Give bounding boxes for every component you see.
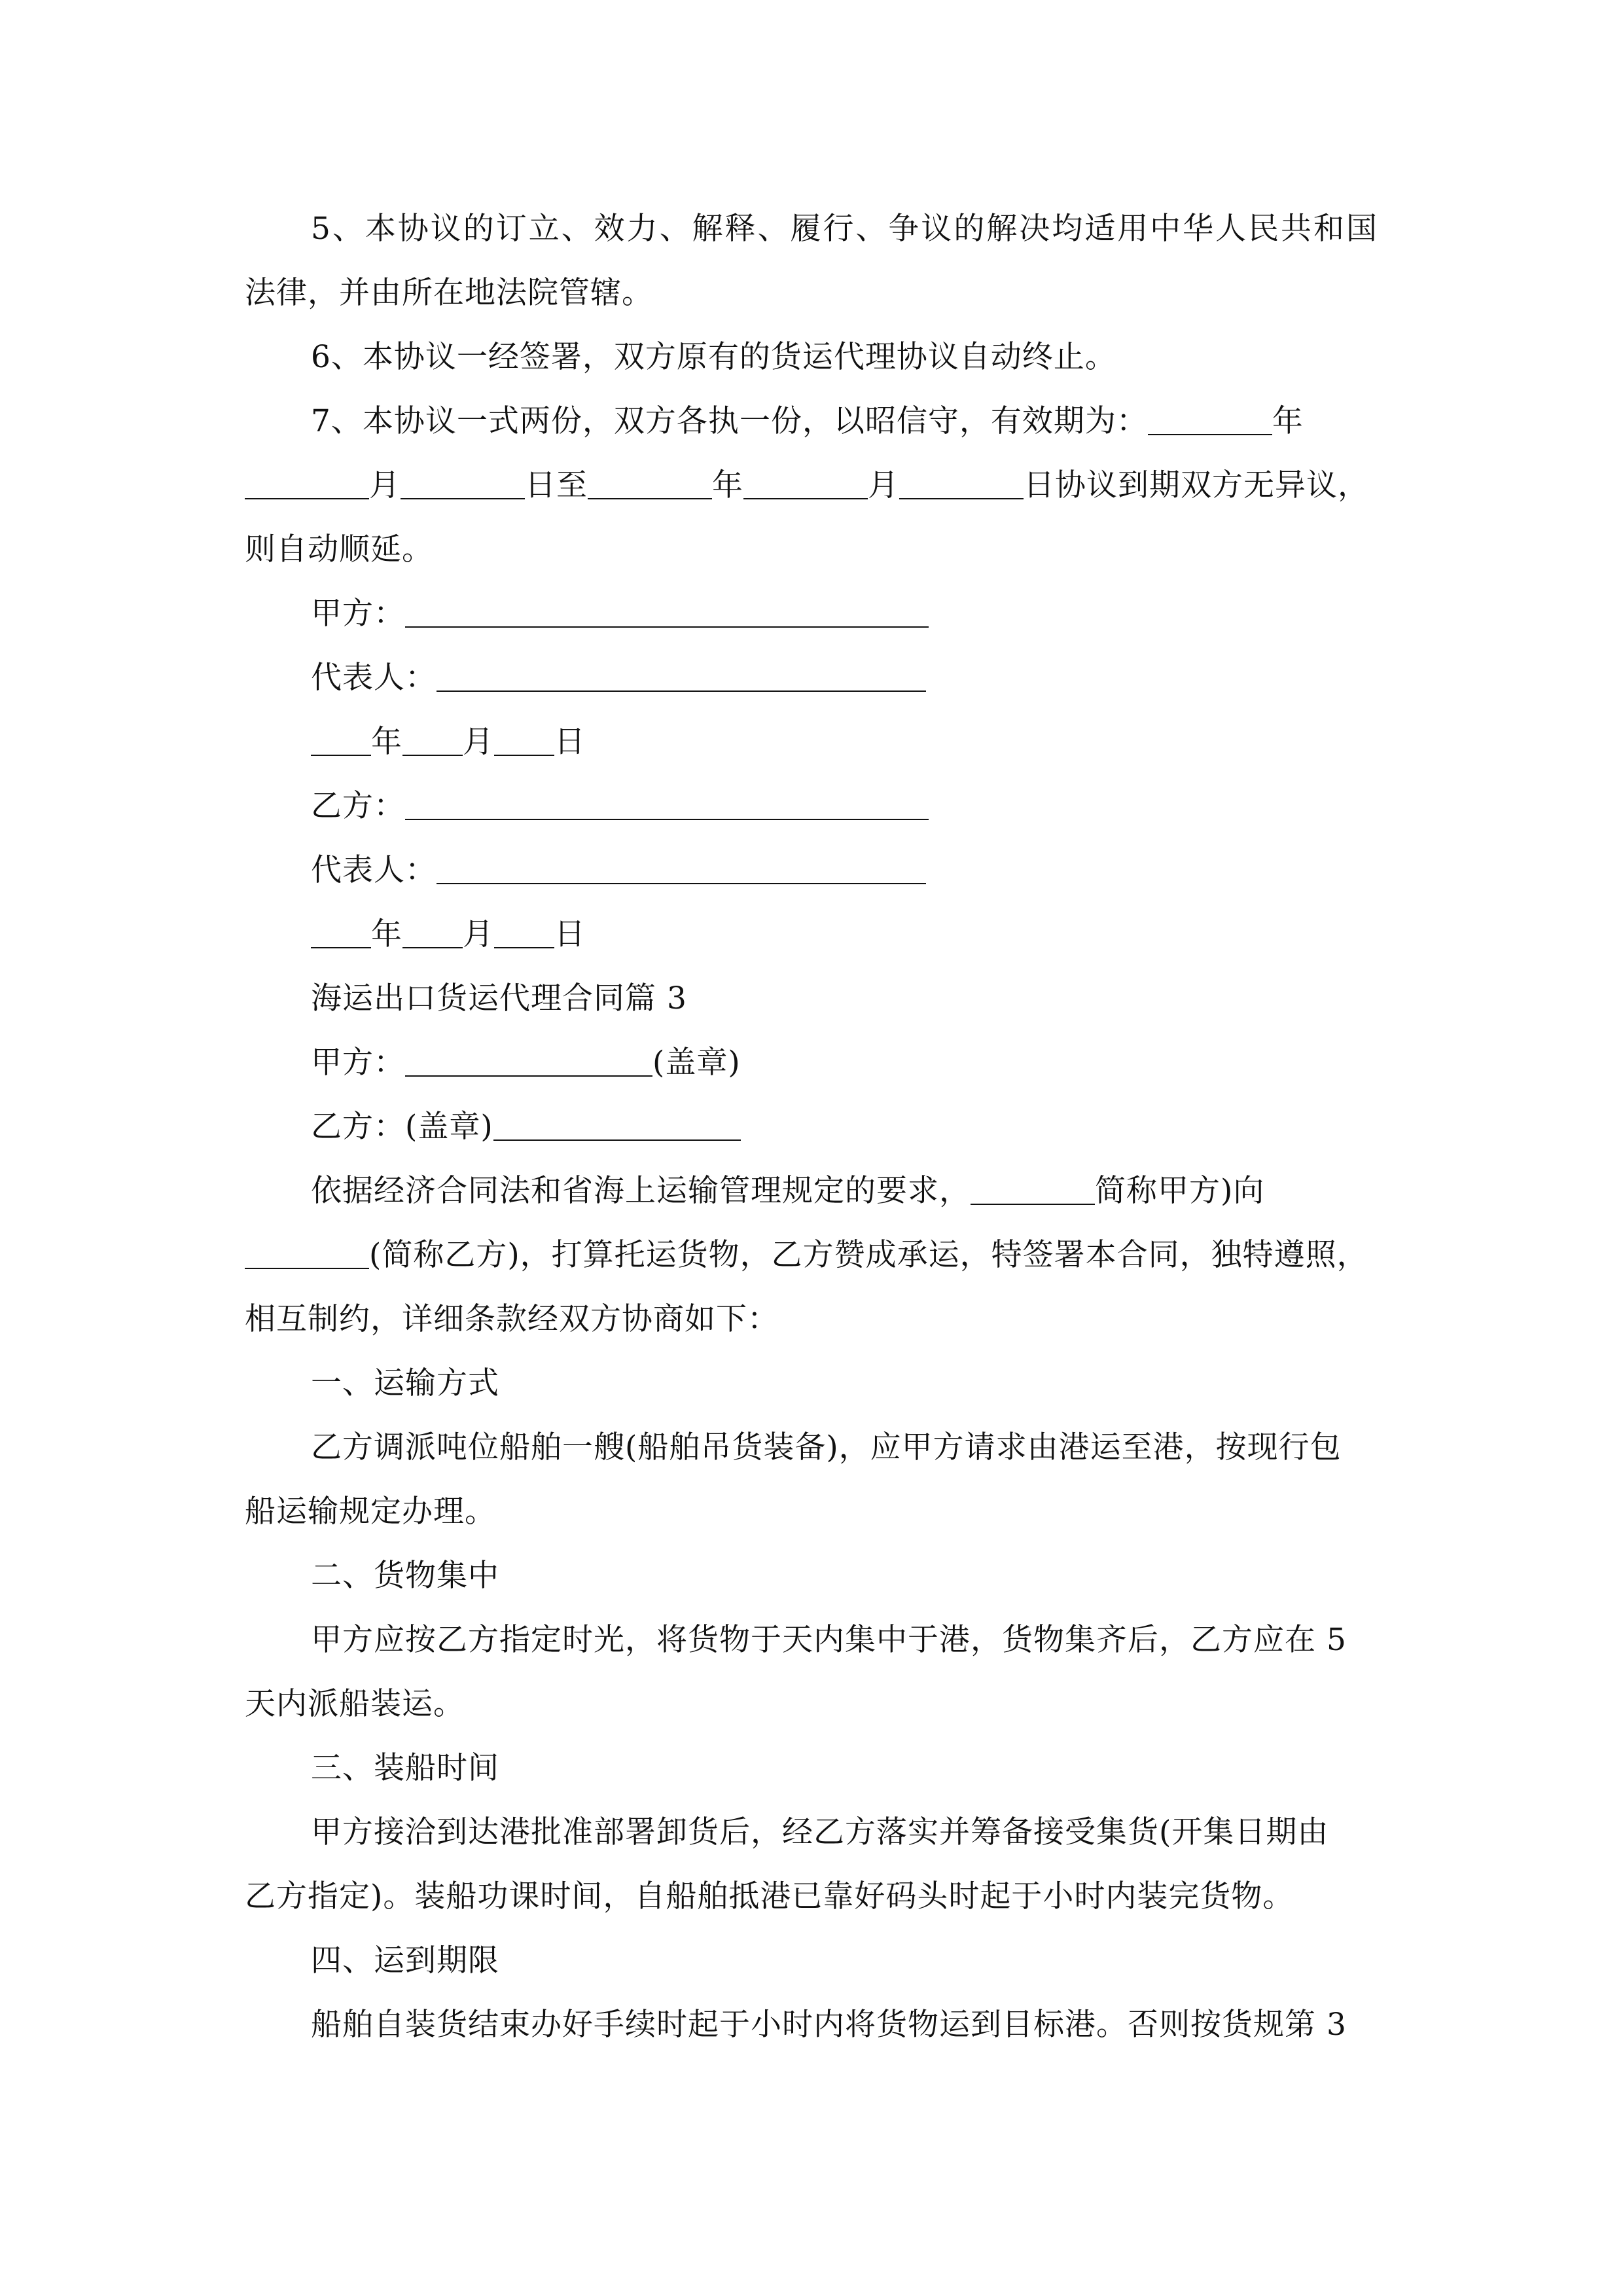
c3-party-b-seal: (盖章) (405, 1109, 493, 1145)
year-label-2: 年 (712, 467, 743, 503)
intro-line-3: 相互制约，详细条款经双方协商如下： (245, 1301, 779, 1337)
sign-date-b (311, 915, 1456, 954)
c3-party-a-blank (405, 1044, 652, 1077)
month-label-2: 月 (868, 467, 899, 503)
section-2-line-2: 天内派船装运。 (245, 1686, 465, 1722)
date-b-month: 月 (463, 916, 494, 952)
intro-line-1-a: 依据经济合同法和省海上运输管理规定的要求， (311, 1173, 971, 1209)
section-3-line-2: 乙方指定)。装船功课时间，自船舶抵港已靠好码头时起于小时内装完货物。 (245, 1878, 1294, 1914)
section-3-title: 三、装船时间 (311, 1750, 499, 1786)
date-a-month: 月 (463, 724, 494, 760)
blank-year-start (1148, 403, 1272, 435)
date-a-day-blank (494, 723, 554, 756)
blank-month-start (245, 467, 369, 499)
section-1-title: 一、运输方式 (311, 1365, 499, 1401)
date-b-year: 年 (371, 916, 402, 952)
intro-line-2 (245, 1236, 1390, 1275)
party-a-label: 甲方： (311, 596, 405, 632)
date-b-day: 日 (554, 916, 586, 952)
date-a-day: 日 (554, 724, 586, 760)
year-label: 年 (1272, 403, 1304, 439)
c3-party-a-seal: (盖章) (652, 1045, 741, 1081)
sign-rep-a (311, 658, 1456, 698)
party-a-blank (405, 595, 929, 628)
rep-a-label: 代表人： (311, 660, 437, 696)
blank-month-end (743, 467, 868, 499)
clause-7-line-3: 则自动顺延。 (245, 531, 433, 567)
clause-5-line-2: 法律，并由所在地法院管辖。 (245, 275, 653, 311)
section-2-title: 二、货物集中 (311, 1558, 499, 1594)
date-a-year-blank (311, 723, 371, 756)
intro-line-1 (311, 1172, 1456, 1211)
clause-7-line-2 (245, 466, 1390, 505)
section-4-title: 四、运到期限 (311, 1943, 499, 1979)
clause-7-line-2-end: 日协议到期双方无异议， (1024, 467, 1369, 503)
intro-party-a-blank (971, 1172, 1095, 1205)
party-b-blank (405, 787, 929, 820)
rep-a-blank (437, 659, 926, 692)
blank-day-start (401, 467, 525, 499)
party-b-label: 乙方： (311, 788, 405, 824)
blank-day-end (899, 467, 1024, 499)
intro-line-2-text: (简称乙方)，打算托运货物，乙方赞成承运，特签署本合同，独特遵照， (369, 1237, 1368, 1273)
section-1-line-1: 乙方调派吨位船舶一艘(船舶吊货装备)，应甲方请求由港运至港，按现行包 (311, 1429, 1342, 1465)
contract-3-title: 海运出口货运代理合同篇 3 (311, 980, 687, 1016)
month-label: 月 (369, 467, 401, 503)
clause-7-line-1 (311, 402, 1456, 441)
c3-party-a-label: 甲方： (311, 1045, 405, 1081)
date-b-month-blank (402, 916, 463, 948)
date-a-month-blank (402, 723, 463, 756)
rep-b-blank (437, 852, 926, 884)
clause-7-text: 7、本协议一式两份，双方各执一份，以昭信守，有效期为： (311, 403, 1148, 439)
date-b-year-blank (311, 916, 371, 948)
day-to-label: 日至 (525, 467, 588, 503)
intro-party-b-blank (245, 1236, 369, 1269)
sign-party-a (311, 594, 1456, 634)
section-3-line-1: 甲方接洽到达港批准部署卸货后，经乙方落实并筹备接受集货(开集日期由 (311, 1814, 1329, 1850)
section-1-line-2: 船运输规定办理。 (245, 1494, 496, 1530)
clause-5-line-1: 5、本协议的订立、效力、解释、履行、争议的解决均适用中华人民共和国 (311, 211, 1378, 247)
section-4-line-1: 船舶自装货结束办好手续时起于小时内将货物运到目标港。否则按货规第 3 (311, 2007, 1347, 2043)
date-a-year: 年 (371, 724, 402, 760)
c3-party-b-blank (493, 1108, 741, 1141)
contract-3-party-a (311, 1043, 1456, 1083)
section-2-line-1: 甲方应按乙方指定时光，将货物于天内集中于港，货物集齐后，乙方应在 5 (311, 1622, 1347, 1658)
contract-3-party-b (311, 1107, 1456, 1147)
sign-date-a (311, 723, 1456, 762)
clause-6: 6、本协议一经签署，双方原有的货运代理协议自动终止。 (311, 339, 1116, 375)
date-b-day-blank (494, 916, 554, 948)
intro-line-1-b: 简称甲方)向 (1095, 1173, 1265, 1209)
sign-party-b (311, 787, 1456, 826)
rep-b-label: 代表人： (311, 852, 437, 888)
sign-rep-b (311, 851, 1456, 890)
c3-party-b-label: 乙方： (311, 1109, 405, 1145)
blank-year-end (588, 467, 712, 499)
